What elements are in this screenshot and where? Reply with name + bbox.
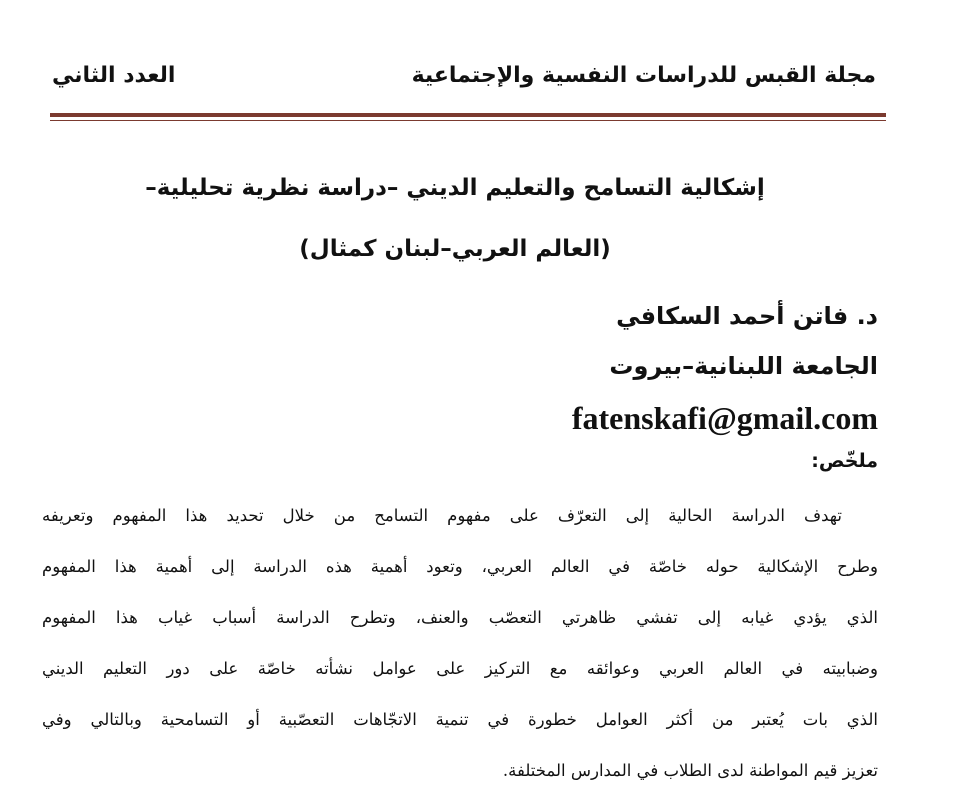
issue-label: العدد الثاني (52, 63, 176, 88)
author-email: fatenskafi@gmail.com (571, 400, 878, 436)
header-rule-thin (50, 120, 886, 121)
article-subtitle: (العالم العربي–لبنان كمثال) (299, 236, 611, 262)
abstract-line: وطرح الإشكالية حوله خاصّة في العالم العربي، وتعود أهمية هذه الدراسة إلى أهمية هذا المفهوم (42, 557, 878, 576)
abstract-line: تهدف الدراسة الحالية إلى التعرّف على مفهوم التسامح من خلال تحديد هذا المفهوم وتعريفه (42, 506, 842, 525)
journal-name: مجلة القبس للدراسات النفسية والإجتماعية (411, 63, 876, 88)
abstract-line: الذي بات يُعتبر من أكثر العوامل خطورة في تنمية الاتجّاهات التعصّبية أو التسامحية وبالتالي وفي (42, 710, 878, 729)
abstract-line: الذي يؤدي غيابه إلى تفشي ظاهرتي التعصّب والعنف، وتطرح الدراسة أسباب غياب هذا المفهوم (42, 608, 878, 627)
article-title: إشكالية التسامح والتعليم الديني –دراسة نظرية تحليلية– (145, 175, 765, 201)
abstract-line: وضبابيته في العالم العربي وعوائقه مع التركيز على عوامل نشأته خاصّة على دور التعليم الديني (42, 659, 878, 678)
abstract-line: تعزيز قيم المواطنة لدى الطلاب في المدارس المختلفة. (502, 761, 878, 780)
author-affiliation: الجامعة اللبنانية–بيروت (609, 352, 878, 380)
running-header (52, 58, 876, 98)
abstract-heading: ملخّص: (811, 450, 878, 472)
abstract-body (42, 490, 878, 796)
author-name: د. فاتن أحمد السكافي (616, 302, 878, 330)
header-rule-thick (50, 113, 886, 117)
